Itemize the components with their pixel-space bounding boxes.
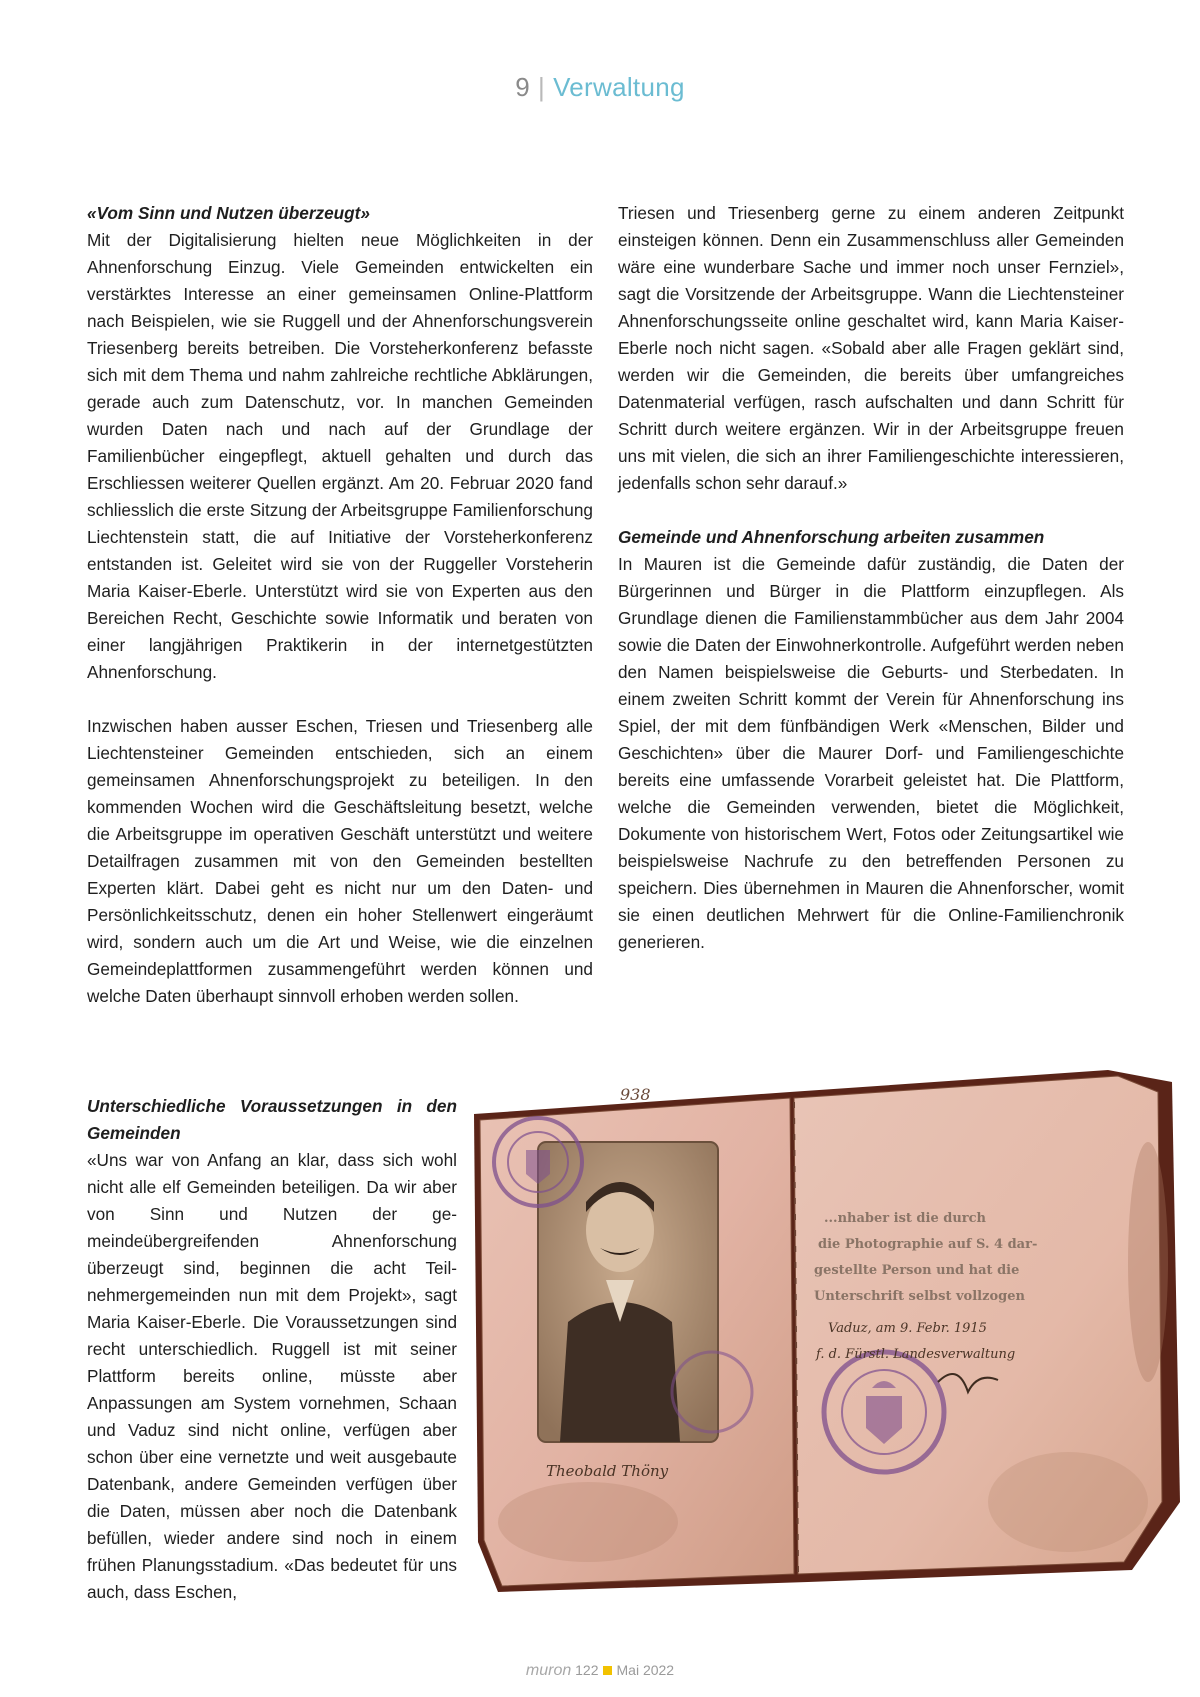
portrait-photograph xyxy=(538,1142,718,1442)
passport-date-line: Vaduz, am 9. Febr. 1915 xyxy=(828,1321,987,1336)
paragraph: Mit der Digitalisierung hielten neue Möglichkeiten in der Ahnenforschung Einzug. Viele Gemeinden entwickelten ein verstärktes Interesse an einer gemeinsamen Online-Plattform nach Beispielen, wie sie Ruggell und der Ahnenforschungsverein Triesenberg bereits betreiben. Die Vorsteherkonferenz befasste sich mit dem Thema und nahm zahlreiche rechtliche Abklärungen, gerade auch zum Datenschutz, vor. In manchen Gemeinden wurden Daten nach und nach auf der Grundlage der Familienbücher eingepflegt, aktuell gehalten und durch das Erschliessen weiterer Quellen ergänzt. Am 20. Februar 2020 fand schliesslich die erste Sitzung der Arbeitsgruppe Familienforschung Liechtenstein statt, die auf Initiative der Vorsteherkonferenz entstanden ist. Geleitet wird sie von der Ruggeller Vorsteherin Maria Kaiser-Eberle. Unterstützt wird sie von Experten aus den Bereichen Recht, Geschichte sowie Informatik und beraten von einer langjährigen Praktikerin in der internetgestützten Ahnenforschung. xyxy=(87,230,593,682)
article-column-right xyxy=(618,200,1124,956)
magazine-brand: muron xyxy=(525,1662,572,1679)
paragraph: «Uns war von Anfang an klar, dass sich wohl nicht alle elf Gemeinden beteiligen. Da wir aber von Sinn und Nutzen der gemeindeübergreifenden Ahnenforschung überzeugt sind, beginnen die acht Teilnehmergemeinden nun mit dem Projekt», sagt Maria Kaiser-Eberle. Die Voraussetzungen sind recht unterschiedlich. Ruggell ist mit seiner Plattform bereits online, müsste aber Anpassungen am System vornehmen, Schaan und Vaduz sind nicht online, verfügen aber schon über eine vernetzte und weit ausgebaute Datenbank, andere Gemeinden verfügen über die Daten, müssen aber noch die Datenbank befüllen, wieder andere sind noch in einem frühen Planungsstadium. «Das bedeutet für uns auch, dass Eschen, xyxy=(87,1150,457,1602)
page-number: 9 xyxy=(515,72,531,102)
subheading-gemeinde-ahnenforschung: Gemeinde und Ahnenforschung arbeiten zusammen xyxy=(618,527,1045,547)
passport-text-line: Unterschrift selbst vollzogen xyxy=(814,1289,1025,1304)
section-title: Verwaltung xyxy=(553,72,685,102)
issue-number: 122 xyxy=(575,1662,599,1678)
paragraph: Inzwischen haben ausser Eschen, Triesen und Triesenberg alle Liechtensteiner Gemeinden entschieden, sich an einem gemeinsamen Ahnenforschungsprojekt zu beteiligen. In den kommenden Wochen wird die Geschäftsleitung besetzt, welche die Arbeitsgruppe im operativen Geschäft unterstützt und weitere Detailfragen zusammen mit von den Gemeinden bestellten Experten klärt. Dabei geht es nicht nur um den Daten- und Persönlichkeitsschutz, denen ein hoher Stellenwert eingeräumt wird, sondern auch um die Art und Weise, wie die einzelnen Gemeindeplattformen zusammengeführt werden können und welche Daten überhaupt sinnvoll erhoben werden sollen. xyxy=(87,716,593,1006)
paragraph: In Mauren ist die Gemeinde dafür zuständig, die Daten der Bürgerinnen und Bürger in die Plattform einzupflegen. Als Grundlage dienen die Familienstammbücher aus dem Jahr 2004 sowie die Daten der Einwohnerkontrolle. Aufgeführt werden neben den Namen beispielsweise die Geburts- und Sterbedaten. In einem zweiten Schritt kommt der Verein für Ahnenforschung ins Spiel, der mit dem fünfbändigen Werk «Menschen, Bilder und Geschichten» über die Maurer Dorf- und Familiengeschichte bereits eine umfassende Vorarbeit geleistet hat. Die Plattform, welche die Gemeinden verwenden, bietet die Möglichkeit, Dokumente von historischem Wert, Fotos oder Zeitungsartikel wie beispielsweise Nachrufe zu den betreffenden Personen zu speichern. Dies übernehmen in Mauren die Ahnenforscher, womit sie einen deutlichen Mehrwert für die Online-Familienchronik generieren. xyxy=(618,554,1124,952)
article-column-left xyxy=(87,200,593,1010)
passport-authority-line: f. d. Fürstl. Landesverwaltung xyxy=(816,1347,1016,1362)
page-header xyxy=(0,72,1200,103)
subheading-sinn-nutzen: «Vom Sinn und Nutzen überzeugt» xyxy=(87,203,370,223)
passport-photo xyxy=(468,1062,1186,1602)
handwritten-page-number: 938 xyxy=(620,1085,651,1104)
yellow-square-icon xyxy=(603,1666,612,1675)
passport-text-line: gestellte Person und hat die xyxy=(814,1263,1020,1278)
issue-date: Mai 2022 xyxy=(616,1662,675,1678)
passport-text-line: die Photographie auf S. 4 dar- xyxy=(818,1237,1038,1252)
article-column-bottom xyxy=(87,1093,457,1606)
passport-image xyxy=(468,1062,1186,1602)
passport-text-line: ...nhaber ist die durch xyxy=(824,1211,987,1226)
subheading-voraussetzungen: Unterschiedliche Voraussetzungen in den Gemeinden xyxy=(87,1096,457,1143)
header-separator: | xyxy=(538,72,546,102)
paragraph: Triesen und Triesenberg gerne zu einem anderen Zeitpunkt einsteigen können. Denn ein Zusammenschluss aller Gemeinden wäre eine wunderbare Sache und immer noch unser Fernziel», sagt die Vorsitzende der Arbeitsgruppe. Wann die Liechtensteiner Ahnenforschungsseite online geschaltet wird, kann Maria Kaiser-Eberle noch nicht sagen. «Sobald aber alle Fragen geklärt sind, werden wir die Gemeinden, die bereits über umfangreiches Datenmaterial verfügen, rasch aufschalten und dann Schritt für Schritt durch weitere ergänzen. Wir in der Arbeitsgruppe freuen uns mit vielen, die sich an ihrer Familiengeschichte interessieren, jedenfalls schon sehr darauf.» xyxy=(618,203,1124,493)
page-footer xyxy=(0,1662,1200,1680)
photo-signature: Theobald Thöny xyxy=(546,1462,669,1480)
